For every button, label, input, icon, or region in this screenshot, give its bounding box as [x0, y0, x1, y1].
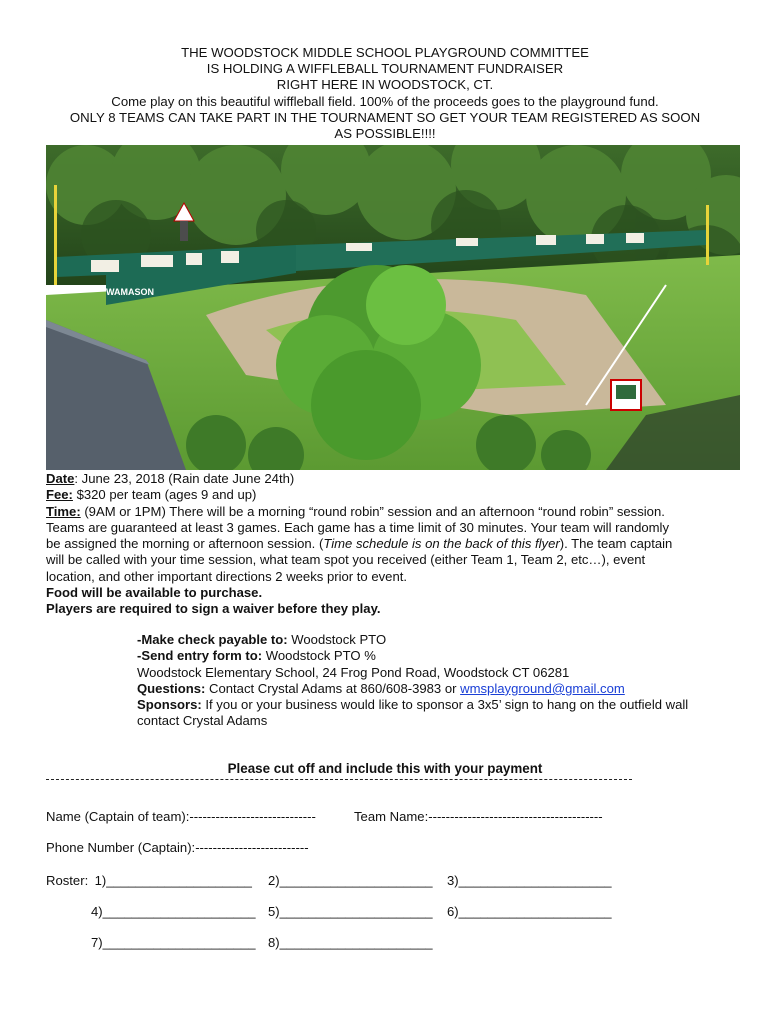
header-line: RIGHT HERE IN WOODSTOCK, CT. [276, 77, 494, 93]
date-value: : June 23, 2018 (Rain date June 24th) [74, 471, 295, 486]
header-line: Come play on this beautiful wiffleball field. 100% of the proceeds goes to the playground fund. [111, 93, 659, 109]
fee-value: $320 per team (ages 9 and up) [72, 487, 257, 503]
date-label: Date [46, 471, 75, 486]
questions-label: Questions: [137, 680, 206, 696]
roster-slot-2[interactable]: 2)_____________________ [268, 873, 433, 888]
roster-slot-1[interactable]: 1)____________________ [91, 873, 252, 888]
time-value: (9AM or 1PM) There will be a morning “round robin” session and an afternoon “round robin” session. [80, 503, 665, 519]
team-name-field[interactable]: Team Name:---------------------------------------- [354, 809, 603, 824]
wiffleball-field-photo [46, 145, 740, 470]
header-line: ONLY 8 TEAMS CAN TAKE PART IN THE TOURNAMENT SO GET YOUR TEAM REGISTERED AS SOON [69, 109, 701, 125]
waiver-note: Players are required to sign a waiver before they play. [46, 601, 381, 617]
captain-name-field[interactable]: Name (Captain of team):----------------------------- [46, 809, 316, 824]
food-note: Food will be available to purchase. [46, 585, 263, 601]
flyer-header [30, 45, 740, 142]
fee-label: Fee: [46, 487, 73, 503]
details-line: Teams are guaranteed at least 3 games. Each game has a time limit of 30 minutes. Your team will randomly [46, 519, 669, 535]
details-text: be assigned the morning or afternoon session. ( [46, 536, 324, 552]
roster-slot-7[interactable]: 7)_____________________ [91, 935, 256, 950]
sponsors-label: Sponsors: [137, 697, 202, 713]
address-line: Woodstock Elementary School, 24 Frog Pond Road, Woodstock CT 06281 [137, 664, 570, 680]
cut-instruction: Please cut off and include this with your payment [227, 761, 543, 776]
header-line: AS POSSIBLE!!!! [334, 126, 436, 142]
roster-slot-5[interactable]: 5)_____________________ [268, 904, 433, 919]
event-details [46, 471, 746, 618]
wall-sign-text: WAMASON [106, 287, 154, 297]
foul-pole [54, 185, 57, 285]
details-line: location, and other important directions 2 weeks prior to event. [46, 568, 407, 584]
roster-slot-3[interactable]: 3)_____________________ [447, 873, 612, 888]
entry-line [137, 648, 747, 664]
roster-slot-4[interactable]: 4)_____________________ [91, 904, 256, 919]
entry-value: Woodstock PTO % [262, 648, 376, 664]
roster-label: Roster: [46, 873, 89, 888]
phone-field[interactable]: Phone Number (Captain):-------------------------- [46, 840, 309, 855]
header-line: THE WOODSTOCK MIDDLE SCHOOL PLAYGROUND COMMITTEE [181, 45, 589, 60]
time-label: Time: [46, 503, 81, 519]
foul-pole [706, 205, 709, 265]
entry-label: -Send entry form to: [137, 648, 263, 664]
check-line [137, 632, 747, 648]
check-value: Woodstock PTO [287, 632, 387, 647]
schedule-note: Time schedule is on the back of this flyer [323, 536, 560, 552]
sponsors-value: If you or your business would like to sponsor a 3x5’ sign to hang on the outfield wall [201, 697, 689, 713]
roster-slot-8[interactable]: 8)_____________________ [268, 935, 433, 950]
sponsors-line-2: contact Crystal Adams [137, 713, 268, 729]
check-label: -Make check payable to: [137, 632, 288, 647]
roster-slot-6[interactable]: 6)_____________________ [447, 904, 612, 919]
details-line: will be called with your time session, what team spot you received (either Team 1, Team 2, etc…), event [46, 552, 646, 568]
details-line [46, 536, 746, 552]
sponsors-line [137, 697, 747, 713]
fee-line [46, 487, 746, 503]
header-line: IS HOLDING A WIFFLEBALL TOURNAMENT FUNDRAISER [206, 61, 564, 77]
field-illustration [46, 145, 740, 470]
details-text: ). The team captain [559, 536, 673, 552]
questions-value: Contact Crystal Adams at 860/608-3983 or [205, 680, 461, 696]
email-link[interactable]: wmsplayground@gmail.com [460, 680, 625, 696]
date-line [46, 471, 746, 487]
time-line [46, 504, 746, 520]
contact-info [137, 632, 747, 730]
cut-line [46, 779, 632, 780]
questions-line [137, 681, 747, 697]
